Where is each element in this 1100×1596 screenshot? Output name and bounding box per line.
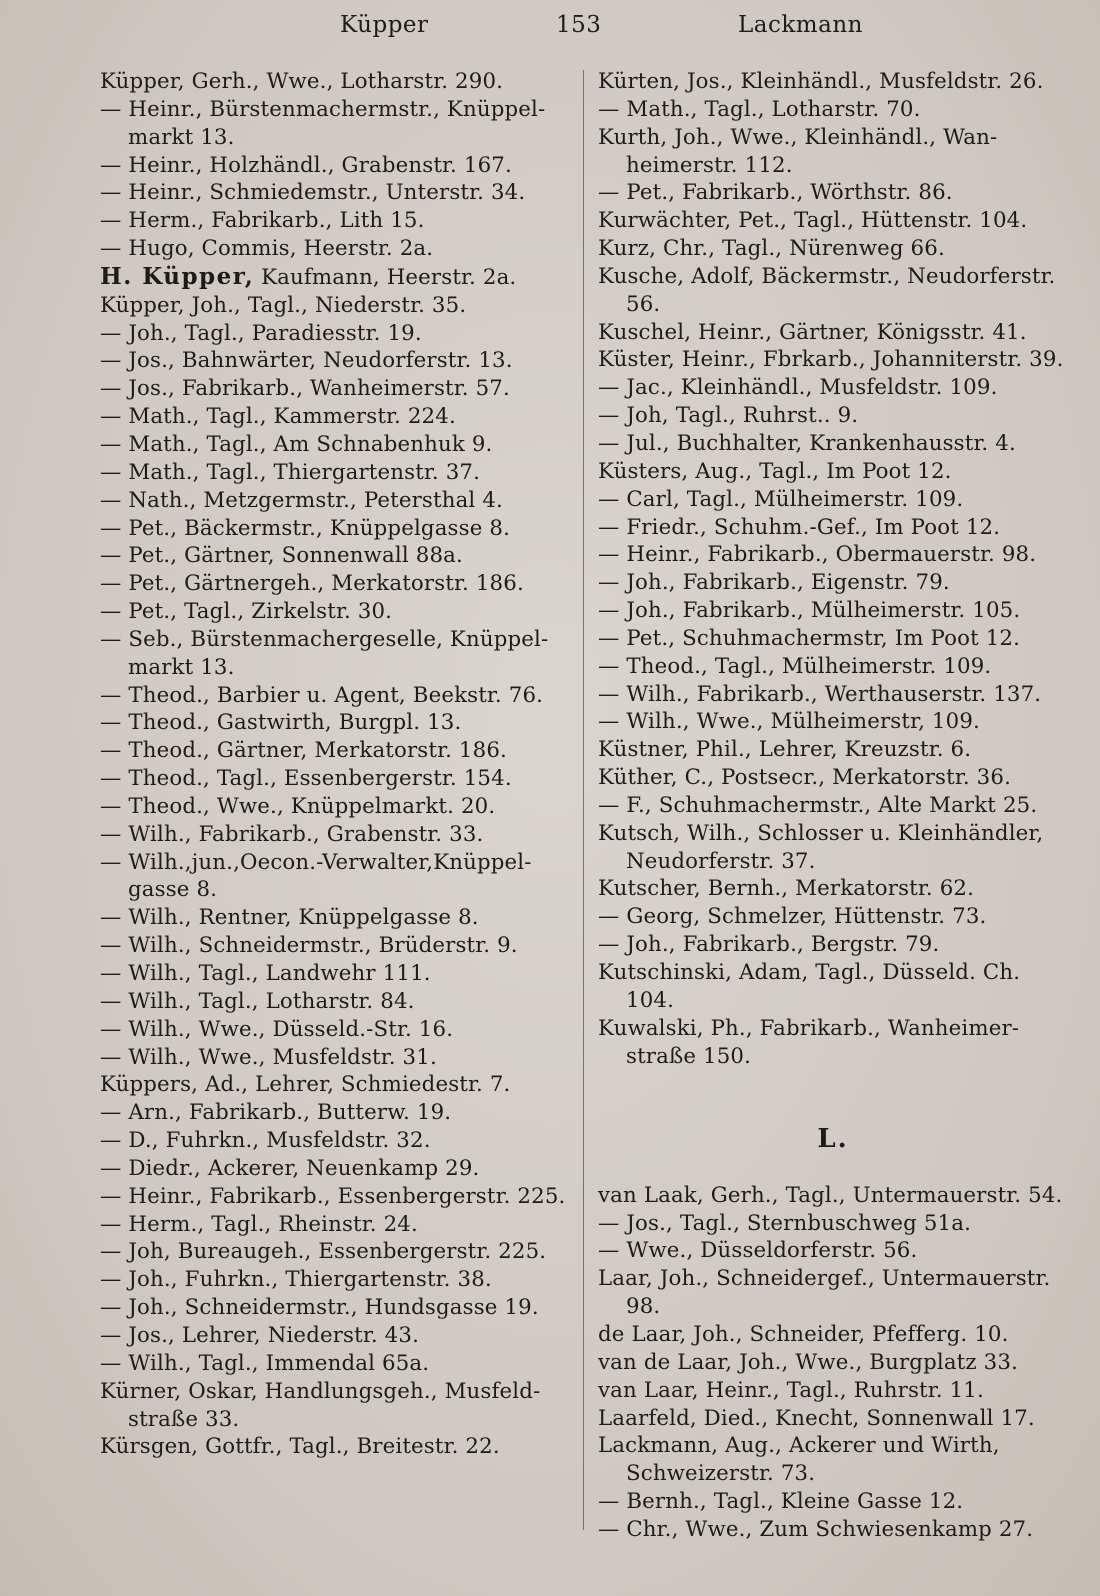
section-heading-l: L. bbox=[817, 1124, 849, 1155]
directory-entry: — Jac., Kleinhändl., Musfeldstr. 109. bbox=[598, 375, 998, 401]
directory-entry: — Pet., Fabrikarb., Wörthstr. 86. bbox=[598, 180, 953, 206]
directory-entry: Kürten, Jos., Kleinhändl., Musfeldstr. 26. bbox=[598, 69, 1044, 94]
directory-entry: — Wilh., Rentner, Knüppelgasse 8. bbox=[100, 905, 479, 931]
directory-entry: — Pet., Gärtner, Sonnenwall 88a. bbox=[100, 543, 463, 569]
directory-entry: — Chr., Wwe., Zum Schwiesenkamp 27. bbox=[598, 1516, 1034, 1542]
directory-entry: — Heinr., Holzhändl., Grabenstr. 167. bbox=[100, 152, 512, 178]
directory-entry: — Joh., Fabrikarb., Bergstr. 79. bbox=[598, 932, 940, 958]
right-column bbox=[598, 68, 1068, 1544]
directory-entry: — Joh., Fabrikarb., Eigenstr. 79. bbox=[598, 570, 950, 596]
directory-entry: — Theod., Tagl., Mülheimerstr. 109. bbox=[598, 653, 992, 679]
directory-entry: — Math., Tagl., Am Schnabenhuk 9. bbox=[100, 431, 493, 457]
directory-entry: — Jos., Lehrer, Niederstr. 43. bbox=[100, 1322, 419, 1348]
advertised-entry bbox=[100, 263, 570, 292]
left-column bbox=[100, 68, 570, 1461]
directory-entry: — Wilh., Wwe., Musfeldstr. 31. bbox=[100, 1044, 437, 1070]
directory-entry: — Theod., Barbier u. Agent, Beekstr. 76. bbox=[100, 682, 544, 708]
directory-entry: — Hugo, Commis, Heerstr. 2a. bbox=[100, 236, 434, 262]
advertised-details: Kaufmann, Heerstr. 2a. bbox=[254, 264, 517, 290]
directory-entry: — Herm., Tagl., Rheinstr. 24. bbox=[100, 1211, 418, 1237]
spacer bbox=[598, 1070, 1068, 1098]
directory-entry: — Carl, Tagl., Mülheimerstr. 109. bbox=[598, 486, 964, 512]
advertised-name: H. Küpper, bbox=[100, 262, 255, 290]
directory-entry: — Wilh., Fabrikarb., Werthauserstr. 137. bbox=[598, 681, 1042, 707]
directory-entry: Kutsch, Wilh., Schlosser u. Kleinhändler, Neudorferstr. 37. bbox=[598, 820, 1044, 874]
directory-entry: Küster, Heinr., Fbrkarb., Johanniterstr. 39. bbox=[598, 347, 1064, 373]
directory-entry: — Pet., Gärtnergeh., Merkatorstr. 186. bbox=[100, 571, 524, 597]
directory-entry: — Theod., Gärtner, Merkatorstr. 186. bbox=[100, 738, 507, 764]
directory-entry: Kutscher, Bernh., Merkatorstr. 62. bbox=[598, 876, 975, 902]
directory-entry: Küstner, Phil., Lehrer, Kreuzstr. 6. bbox=[598, 737, 972, 763]
directory-entry: Kutschinski, Adam, Tagl., Düsseld. Ch. 104. bbox=[598, 960, 1021, 1013]
directory-entry: — Heinr., Bürstenmachermstr., Knüppel-markt 13. bbox=[100, 96, 546, 150]
directory-entry: Küpper, Joh., Tagl., Niederstr. 35. bbox=[100, 292, 467, 318]
directory-entry: — Wilh., Wwe., Düsseld.-Str. 16. bbox=[100, 1016, 454, 1042]
directory-entry: — Bernh., Tagl., Kleine Gasse 12. bbox=[598, 1489, 964, 1515]
directory-entry: — Joh., Fuhrkn., Thiergartenstr. 38. bbox=[100, 1267, 492, 1293]
directory-entry: — Georg, Schmelzer, Hüttenstr. 73. bbox=[598, 904, 987, 930]
directory-entry: — D., Fuhrkn., Musfeldstr. 32. bbox=[100, 1128, 431, 1154]
directory-entry: Kuwalski, Ph., Fabrikarb., Wanheimer-straße 150. bbox=[598, 1015, 1020, 1069]
directory-entry: van Laar, Heinr., Tagl., Ruhrstr. 11. bbox=[598, 1377, 984, 1403]
directory-entry: — Wilh., Fabrikarb., Grabenstr. 33. bbox=[100, 821, 484, 847]
directory-entry: — Math., Tagl., Lotharstr. 70. bbox=[598, 96, 921, 122]
directory-entry: — Math., Tagl., Kammerstr. 224. bbox=[100, 404, 456, 430]
directory-entry: Kürner, Oskar, Handlungsgeh., Musfeld-straße 33. bbox=[100, 1378, 541, 1432]
directory-entry: — Wilh., Wwe., Mülheimerstr, 109. bbox=[598, 709, 980, 735]
directory-entry: — Pet., Tagl., Zirkelstr. 30. bbox=[100, 599, 393, 625]
directory-entry: de Laar, Joh., Schneider, Pfefferg. 10. bbox=[598, 1321, 1009, 1347]
directory-entry: Laar, Joh., Schneidergef., Untermauerstr. 98. bbox=[598, 1266, 1051, 1320]
directory-entry: Küther, C., Postsecr., Merkatorstr. 36. bbox=[598, 765, 1011, 791]
directory-entry: Küpper, Gerh., Wwe., Lotharstr. 290. bbox=[100, 69, 504, 94]
directory-entry: — Theod., Gastwirth, Burgpl. 13. bbox=[100, 710, 462, 736]
header-last-name: Lackmann bbox=[738, 12, 863, 38]
directory-entry: — Arn., Fabrikarb., Butterw. 19. bbox=[100, 1100, 452, 1126]
directory-entry: — F., Schuhmachermstr., Alte Markt 25. bbox=[598, 792, 1038, 818]
directory-entry: Küppers, Ad., Lehrer, Schmiedestr. 7. bbox=[100, 1072, 511, 1098]
directory-entry: Kürsgen, Gottfr., Tagl., Breitestr. 22. bbox=[100, 1434, 500, 1460]
column-divider bbox=[583, 70, 584, 1530]
directory-entry: — Pet., Schuhmachermstr, Im Poot 12. bbox=[598, 625, 1021, 651]
directory-entry: — Wilh.,jun.,Oecon.-Verwalter,Knüppel-gasse 8. bbox=[100, 849, 532, 903]
directory-entry: — Seb., Bürstenmachergeselle, Knüppel-markt 13. bbox=[100, 626, 549, 680]
directory-entry: — Nath., Metzgermstr., Petersthal 4. bbox=[100, 487, 503, 513]
directory-entry: — Friedr., Schuhm.-Gef., Im Poot 12. bbox=[598, 514, 1001, 540]
directory-entry: Kusche, Adolf, Bäckermstr., Neudorferstr. 56. bbox=[598, 263, 1056, 317]
directory-entry: — Theod., Tagl., Essenbergerstr. 154. bbox=[100, 766, 512, 792]
directory-entry: van Laak, Gerh., Tagl., Untermauerstr. 54. bbox=[598, 1182, 1063, 1208]
directory-entry: Kurwächter, Pet., Tagl., Hüttenstr. 104. bbox=[598, 208, 1028, 234]
directory-entry: Kurz, Chr., Tagl., Nürenweg 66. bbox=[598, 236, 945, 262]
directory-entry: — Heinr., Fabrikarb., Obermauerstr. 98. bbox=[598, 542, 1037, 568]
directory-entry: — Jul., Buchhalter, Krankenhausstr. 4. bbox=[598, 430, 1016, 456]
directory-entry: — Heinr., Schmiedemstr., Unterstr. 34. bbox=[100, 180, 526, 206]
directory-entry: van de Laar, Joh., Wwe., Burgplatz 33. bbox=[598, 1349, 1018, 1375]
directory-entry: — Joh, Bureaugeh., Essenbergerstr. 225. bbox=[100, 1239, 547, 1265]
directory-entry: — Joh., Schneidermstr., Hundsgasse 19. bbox=[100, 1295, 539, 1321]
directory-entry: — Heinr., Fabrikarb., Essenbergerstr. 225. bbox=[100, 1183, 566, 1209]
directory-entry: Küsters, Aug., Tagl., Im Poot 12. bbox=[598, 458, 952, 484]
directory-entry: — Wilh., Tagl., Lotharstr. 84. bbox=[100, 988, 415, 1014]
directory-entry: — Wilh., Schneidermstr., Brüderstr. 9. bbox=[100, 933, 518, 959]
page-number: 153 bbox=[556, 12, 602, 38]
header-first-name: Küpper bbox=[340, 12, 429, 38]
running-header bbox=[0, 8, 1100, 48]
directory-entry: — Jos., Bahnwärter, Neudorferstr. 13. bbox=[100, 348, 513, 374]
directory-entry: Kurth, Joh., Wwe., Kleinhändl., Wan-heimerstr. 112. bbox=[598, 124, 998, 178]
directory-entry: — Jos., Fabrikarb., Wanheimerstr. 57. bbox=[100, 376, 510, 402]
directory-entry: — Pet., Bäckermstr., Knüppelgasse 8. bbox=[100, 515, 511, 541]
directory-entry: — Joh., Tagl., Paradiesstr. 19. bbox=[100, 320, 422, 346]
directory-entry: — Joh, Tagl., Ruhrst.. 9. bbox=[598, 403, 859, 429]
directory-entry: Lackmann, Aug., Ackerer und Wirth, Schweizerstr. 73. bbox=[598, 1433, 1000, 1487]
directory-entry: — Jos., Tagl., Sternbuschweg 51a. bbox=[598, 1210, 971, 1236]
directory-entry: — Herm., Fabrikarb., Lith 15. bbox=[100, 208, 425, 234]
directory-entry: — Joh., Fabrikarb., Mülheimerstr. 105. bbox=[598, 598, 1021, 624]
directory-entry: Kuschel, Heinr., Gärtner, Königsstr. 41. bbox=[598, 319, 1027, 345]
directory-entry: — Wwe., Düsseldorferstr. 56. bbox=[598, 1238, 918, 1264]
directory-entry: — Diedr., Ackerer, Neuenkamp 29. bbox=[100, 1155, 480, 1181]
directory-entry: — Theod., Wwe., Knüppelmarkt. 20. bbox=[100, 793, 496, 819]
directory-entry: — Wilh., Tagl., Immendal 65a. bbox=[100, 1350, 430, 1376]
directory-entry: Laarfeld, Died., Knecht, Sonnenwall 17. bbox=[598, 1405, 1035, 1431]
directory-entry: — Math., Tagl., Thiergartenstr. 37. bbox=[100, 459, 481, 485]
directory-entry: — Wilh., Tagl., Landwehr 111. bbox=[100, 961, 431, 986]
